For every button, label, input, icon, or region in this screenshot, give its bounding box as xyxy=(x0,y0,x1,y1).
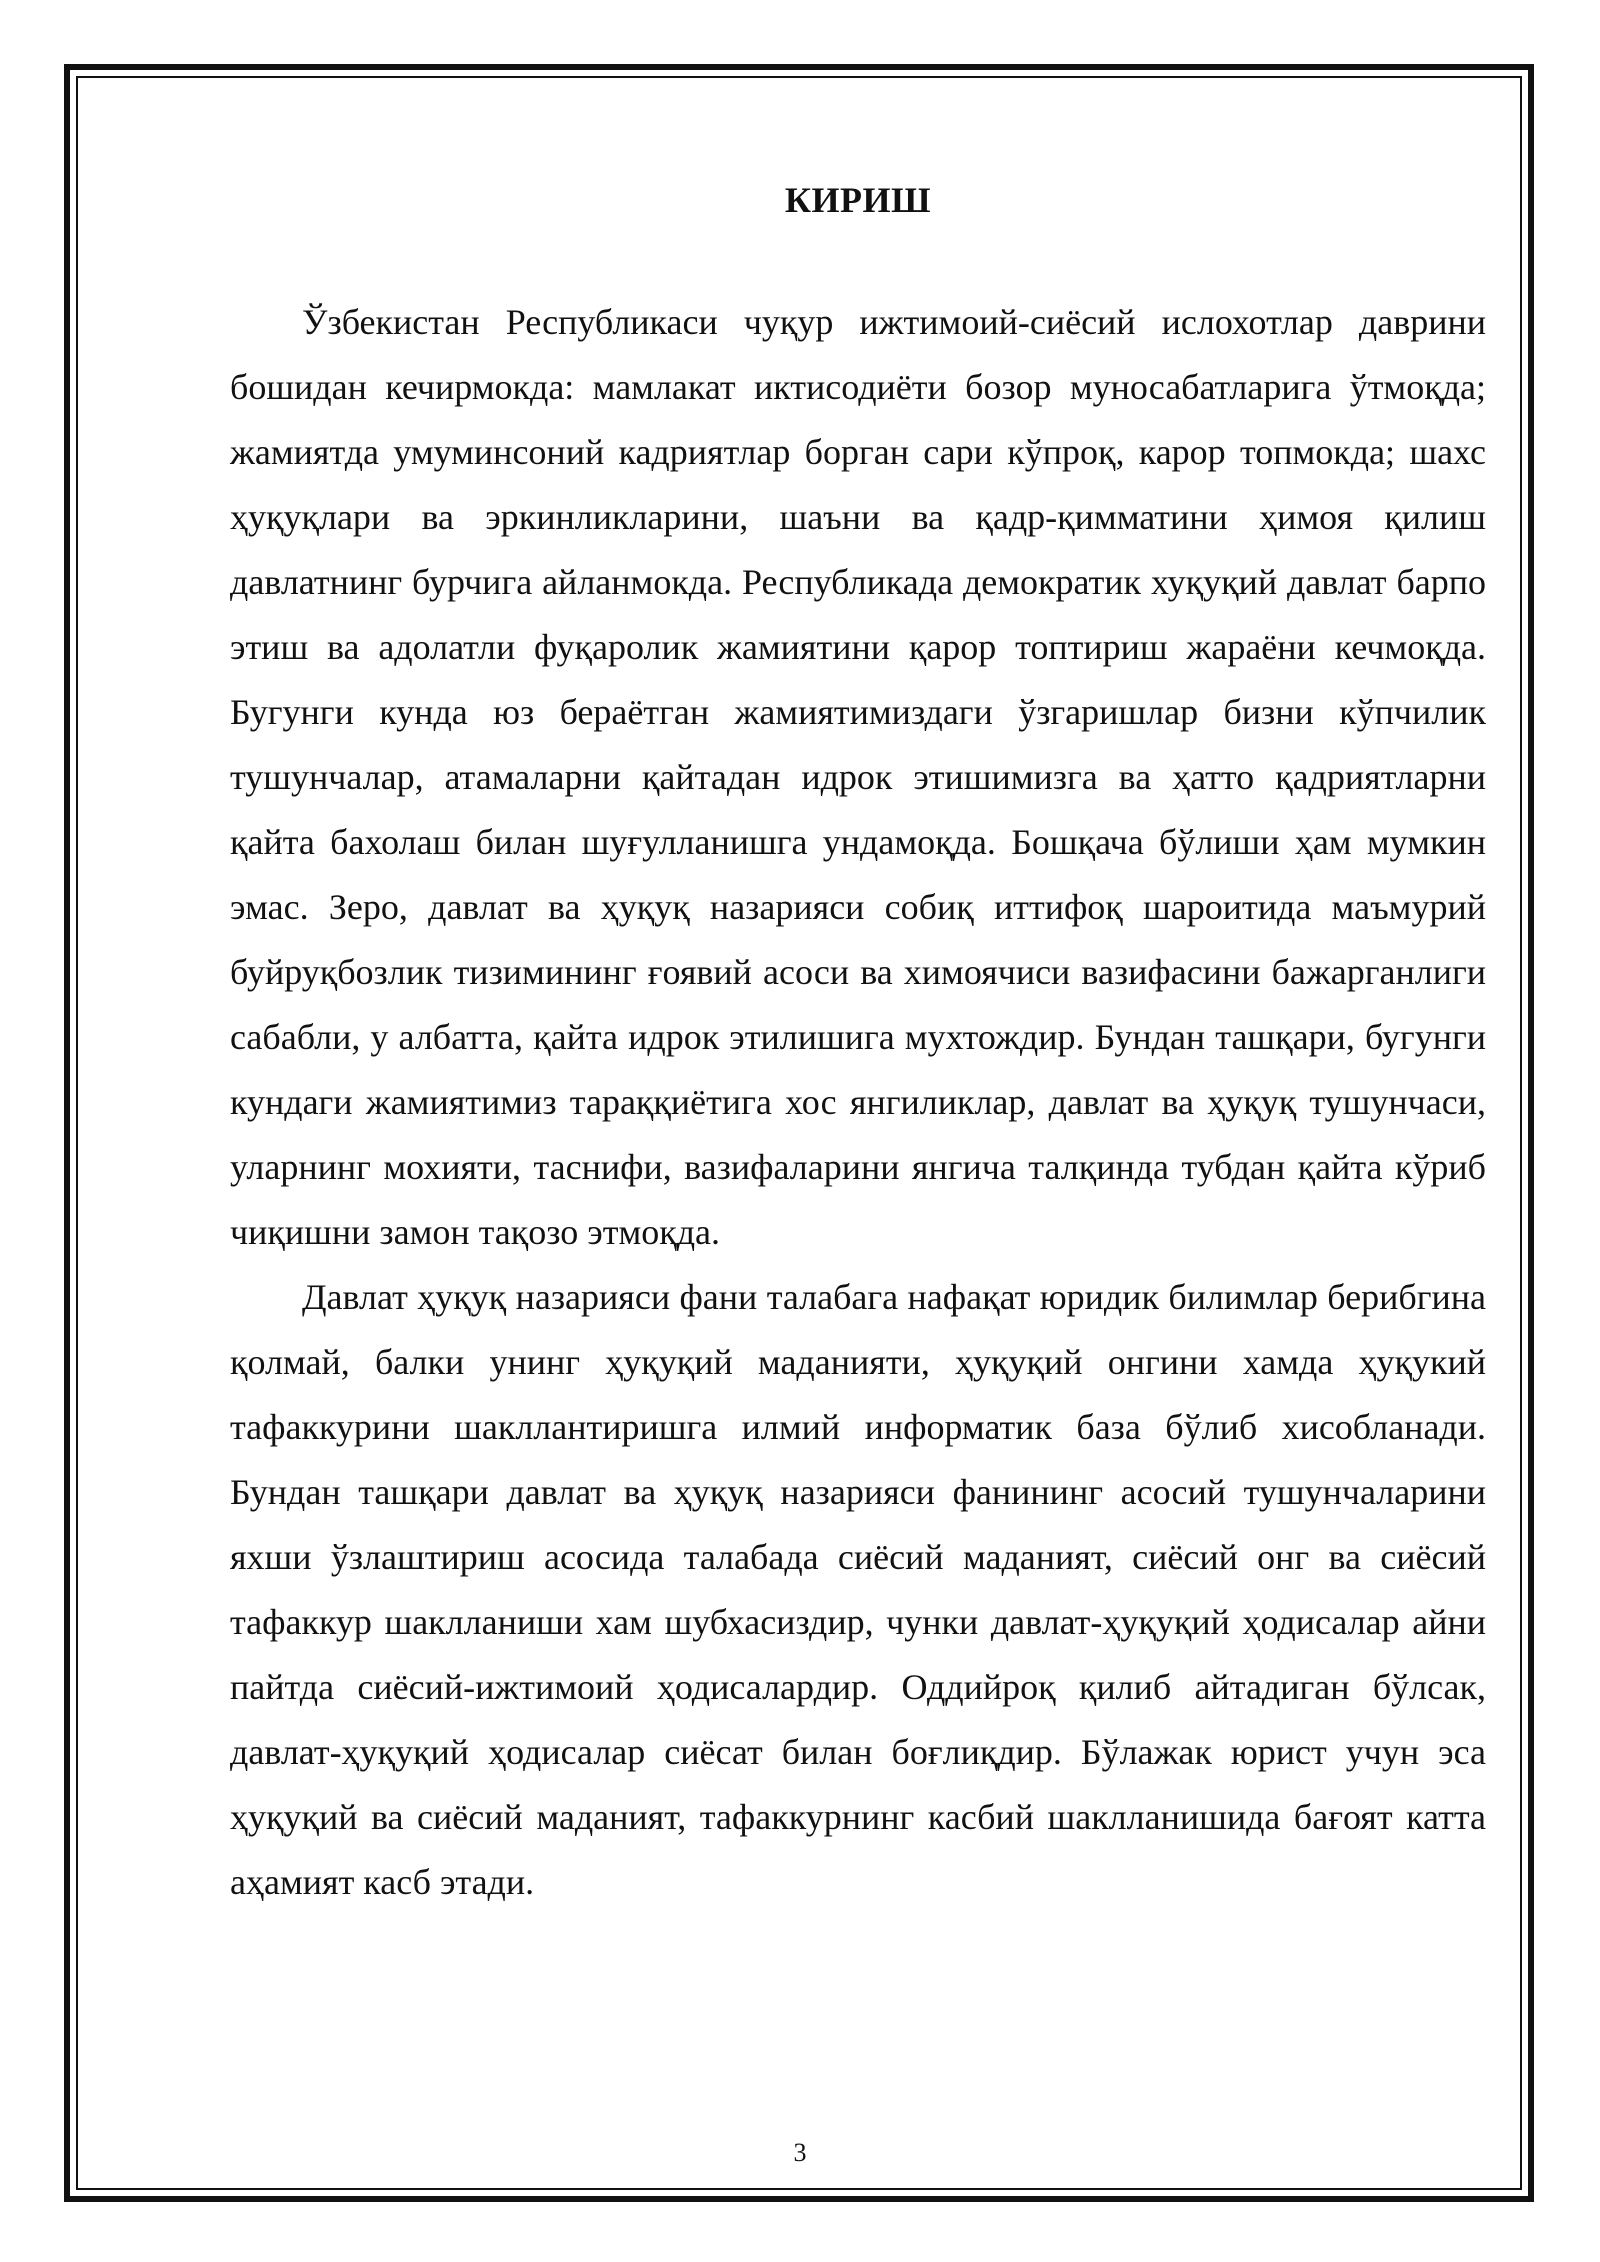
paragraph-1: Ўзбекистан Республикаси чуқур ижтимоий-сиёсий ислохотлар даврини бошидан кечирмокда: мамлакат иктисодиёти бозор муносабатларига ўтмоқда; жамиятда умуминсоний кадриятлар борган сари кўпроқ, карор топмокда; шахс ҳуқуқлари ва эркинликларини, шаъни ва қадр-қимматини ҳимоя қилиш давлатнинг бурчига айланмокда. Республикада демократик хуқуқий давлат барпо этиш ва адолатли фуқаролик жамиятини қарор топтириш жараёни кечмоқда. Бугунги кунда юз бераётган жамиятимиздаги ўзгаришлар бизни кўпчилик тушунчалар, атамаларни қайтадан идрок этишимизга ва ҳатто қадриятларни қайта бахолаш билан шуғулланишга ундамоқда. Бошқача бўлиши ҳам мумкин эмас. Зеро, давлат ва ҳуқуқ назарияси собиқ иттифоқ шароитида маъмурий буйруқбозлик тизимининг ғоявий асоси ва химоячиси вазифасини бажарганлиги сабабли, у албатта, қайта идрок этилишига мухтождир. Бундан ташқари, бугунги кундаги жамиятимиз тараққиётига хос янгиликлар, давлат ва ҳуқуқ тушунчаси, уларнинг мохияти, таснифи, вазифаларини янгича талқинда тубдан қайта кўриб чиқишни замон тақозо этмоқда. xyxy=(230,302,1486,1252)
page-number: 3 xyxy=(793,2138,807,2167)
document-title: КИРИШ xyxy=(784,180,932,220)
paragraph-2: Давлат ҳуқуқ назарияси фани талабага нафақат юридик билимлар берибгина қолмай, балки унинг ҳуқуқий маданияти, ҳуқуқий онгини хамда ҳуқукий тафаккурини шакллантиришга илмий информатик база бўлиб хисобланади. Бундан ташқари давлат ва ҳуқуқ назарияси фанининг асосий тушунчаларини яхши ўзлаштириш асосида талабада сиёсий маданият, сиёсий онг ва сиёсий тафаккур шаклланиши хам шубхасиздир, чунки давлат-ҳуқуқий ҳодисалар айни пайтда сиёсий-ижтимоий ҳодисалардир. Оддийроқ қилиб айтадиган бўлсак, давлат-ҳуқуқий ҳодисалар сиёсат билан боғлиқдир. Бўлажак юрист учун эса ҳуқуқий ва сиёсий маданият, тафаккурнинг касбий шаклланишида бағоят катта аҳамият касб этади. xyxy=(230,1277,1486,1902)
document-body xyxy=(230,170,1486,1915)
